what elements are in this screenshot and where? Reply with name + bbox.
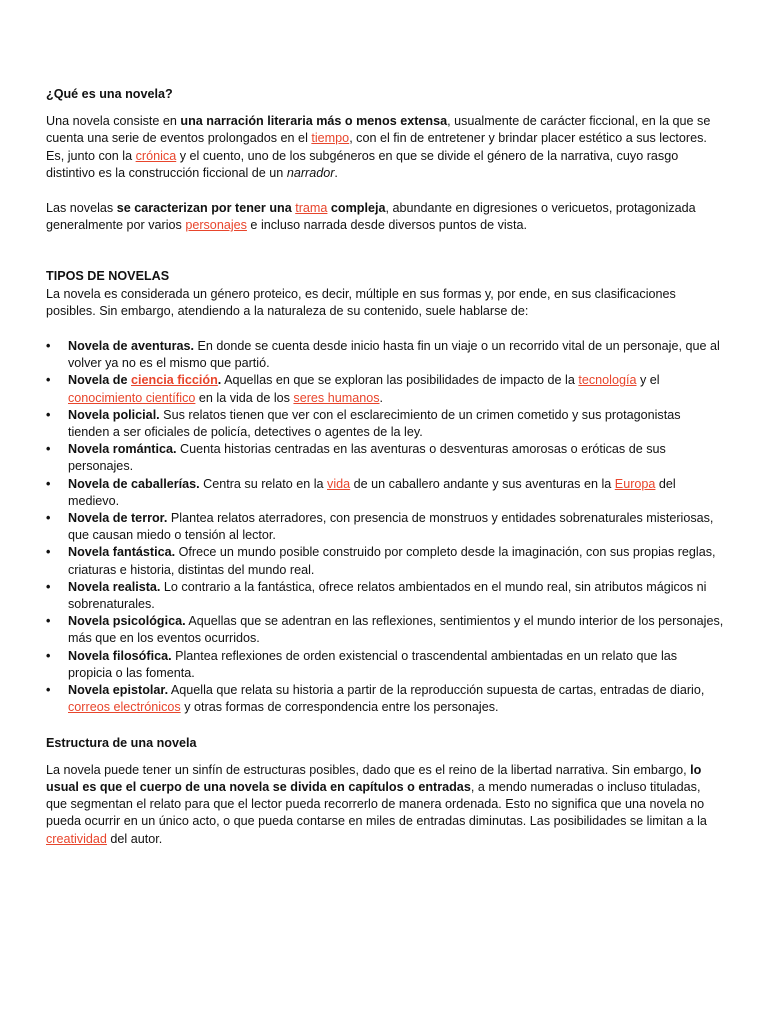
tipos-heading: TIPOS DE NOVELAS xyxy=(46,269,170,284)
item-text: de un caballero andante y sus aventuras en la xyxy=(350,476,615,491)
bullet-icon: • xyxy=(46,579,51,594)
bullet-icon: • xyxy=(46,511,51,526)
link-tecnologia[interactable]: tecnología xyxy=(578,373,637,388)
text-run: , usualmente de carácter ficcional, en la que se cuenta una serie de eventos prolongados en el xyxy=(46,114,711,146)
text-run: , abundante en digresiones o vericuetos, protagonizada generalmente por varios xyxy=(46,201,696,233)
list-item xyxy=(46,338,724,372)
intro-paragraph-2 xyxy=(46,200,724,234)
item-text: Lo contrario a la fantástica, ofrece relatos ambientados en el mundo real, sin atributos mágicos ni sobrenaturales. xyxy=(68,579,707,612)
tipos-intro: La novela es considerada un género proteico, es decir, múltiple en sus formas y, por ende, en sus clasificaciones posibles. Sin embargo, atendiendo a la naturaleza de su contenido, suele hablarse de: xyxy=(46,286,676,318)
list-item xyxy=(46,476,724,510)
link-creatividad[interactable]: creatividad xyxy=(46,831,107,846)
item-term: Novela realista. xyxy=(68,579,161,594)
link-trama[interactable]: trama xyxy=(295,201,328,216)
list-item xyxy=(46,510,724,544)
link-correos-electronicos[interactable]: correos electrónicos xyxy=(68,700,181,715)
link-vida[interactable]: vida xyxy=(327,476,351,491)
bold-run: se caracterizan por tener una xyxy=(116,201,296,216)
text-run: . xyxy=(334,165,338,180)
bullet-icon: • xyxy=(46,683,51,698)
bullet-icon: • xyxy=(46,407,51,422)
bullet-icon: • xyxy=(46,339,51,354)
intro-paragraph-1 xyxy=(46,113,724,182)
list-item xyxy=(46,441,724,475)
item-term: . xyxy=(217,373,222,388)
item-text: En donde se cuenta desde inicio hasta fin un viaje o un recorrido vital de un personaje, que al volver ya no es el mismo que partió. xyxy=(68,339,720,371)
bullet-icon: • xyxy=(46,545,51,560)
document-body xyxy=(46,86,724,848)
link-conocimiento-cientifico[interactable]: conocimiento científico xyxy=(68,390,196,405)
item-text: y otras formas de correspondencia entre los personajes. xyxy=(180,700,499,715)
bold-run: compleja xyxy=(327,201,386,216)
list-item xyxy=(46,613,724,647)
item-term: Novela policial. xyxy=(68,407,160,422)
item-term: Novela romántica. xyxy=(68,442,177,457)
intro-heading: ¿Qué es una novela? xyxy=(46,87,173,101)
item-text: y el xyxy=(636,373,660,388)
estructura-paragraph xyxy=(46,762,724,848)
italic-run: narrador xyxy=(286,165,335,180)
item-text: en la vida de los xyxy=(195,390,294,405)
link-seres-humanos[interactable]: seres humanos xyxy=(293,390,380,405)
text-run: e incluso narrada desde diversos puntos de vista. xyxy=(246,218,527,233)
text-run: La novela puede tener un sinfín de estructuras posibles, dado que es el reino de la libertad narrativa. Sin embargo, xyxy=(46,762,691,777)
item-text: Aquellas que se adentran en las reflexiones, sentimientos y el mundo interior de los personajes, más que en los eventos ocurridos. xyxy=(68,614,724,646)
item-term: Novela de xyxy=(68,373,131,388)
item-term: Novela de aventuras. xyxy=(68,339,194,354)
bullet-icon: • xyxy=(46,476,51,491)
item-text: Aquellas en que se exploran las posibilidades de impacto de la xyxy=(221,373,579,388)
bold-run: lo usual es que el cuerpo de una novela se divida en capítulos o entradas xyxy=(46,762,702,794)
item-text: del medievo. xyxy=(68,476,676,508)
bullet-icon: • xyxy=(46,648,51,663)
text-run: y el cuento, uno de los subgéneros en que se divide el género de la narrativa, cuyo rasgo distintivo es la construcción ficcional de un xyxy=(46,148,679,180)
text-run: Las novelas xyxy=(46,201,117,216)
text-run: Una novela consiste en xyxy=(46,114,181,129)
item-term: Novela fantástica. xyxy=(68,545,176,560)
list-item xyxy=(46,682,724,716)
link-personajes[interactable]: personajes xyxy=(185,218,247,233)
item-text: Cuenta historias centradas en las aventuras o desventuras amorosas o eróticas de sus personajes. xyxy=(68,442,666,474)
link-tiempo[interactable]: tiempo xyxy=(311,131,350,146)
list-item xyxy=(46,372,724,406)
list-item xyxy=(46,579,724,613)
bullet-icon: • xyxy=(46,442,51,457)
item-term: Novela epistolar. xyxy=(68,683,169,698)
item-text: Ofrece un mundo posible construido por completo desde la imaginación, con sus propias reglas, criaturas e historia, distintas del mundo real. xyxy=(68,545,716,577)
bold-run: una narración literaria más o menos extensa xyxy=(180,114,448,129)
text-run: , con el fin de entretener y brindar placer estético a sus lectores. Es, junto con la xyxy=(46,131,707,163)
item-text: Plantea reflexiones de orden existencial o trascendental ambientadas en un relato que las propicia o las fomenta. xyxy=(68,648,678,680)
item-text: . xyxy=(379,390,384,405)
item-term: Novela de caballerías. xyxy=(68,476,200,491)
item-text: Centra su relato en la xyxy=(199,476,328,491)
item-term: Novela de terror. xyxy=(68,511,168,526)
list-item xyxy=(46,407,724,441)
link-europa[interactable]: Europa xyxy=(614,476,656,491)
link-cronica[interactable]: crónica xyxy=(135,148,177,163)
list-item xyxy=(46,544,724,578)
item-text: Aquella que relata su historia a partir de la reproducción supuesta de cartas, entradas de diario, xyxy=(168,683,705,698)
bullet-icon: • xyxy=(46,373,51,388)
bullet-icon: • xyxy=(46,614,51,629)
estructura-heading: Estructura de una novela xyxy=(46,735,197,750)
item-term: Novela filosófica. xyxy=(68,648,172,663)
item-term: Novela psicológica. xyxy=(68,614,186,629)
list-item xyxy=(46,648,724,682)
item-text: Plantea relatos aterradores, con presencia de monstruos y entidades sobrenaturales misteriosas, que causan miedo o tensión al lector. xyxy=(68,511,714,543)
text-run: , a mendo numeradas o incluso tituladas, que segmentan el relato para que el lector pueda recorrerlo de manera ordenada. Esto no significa que una novela no pueda ocurrir en un único acto, o que pueda contarse en miles de entradas diminutas. Las posibilidades se limitan a la xyxy=(46,779,707,829)
item-text: Sus relatos tienen que ver con el esclarecimiento de un crimen cometido y sus protagonistas tienden a ser oficiales de policía, detectives o agentes de la ley. xyxy=(68,407,681,440)
text-run: del autor. xyxy=(106,831,163,846)
link-ciencia-ficcion[interactable]: ciencia ficción xyxy=(131,373,218,388)
tipos-list xyxy=(46,338,724,716)
